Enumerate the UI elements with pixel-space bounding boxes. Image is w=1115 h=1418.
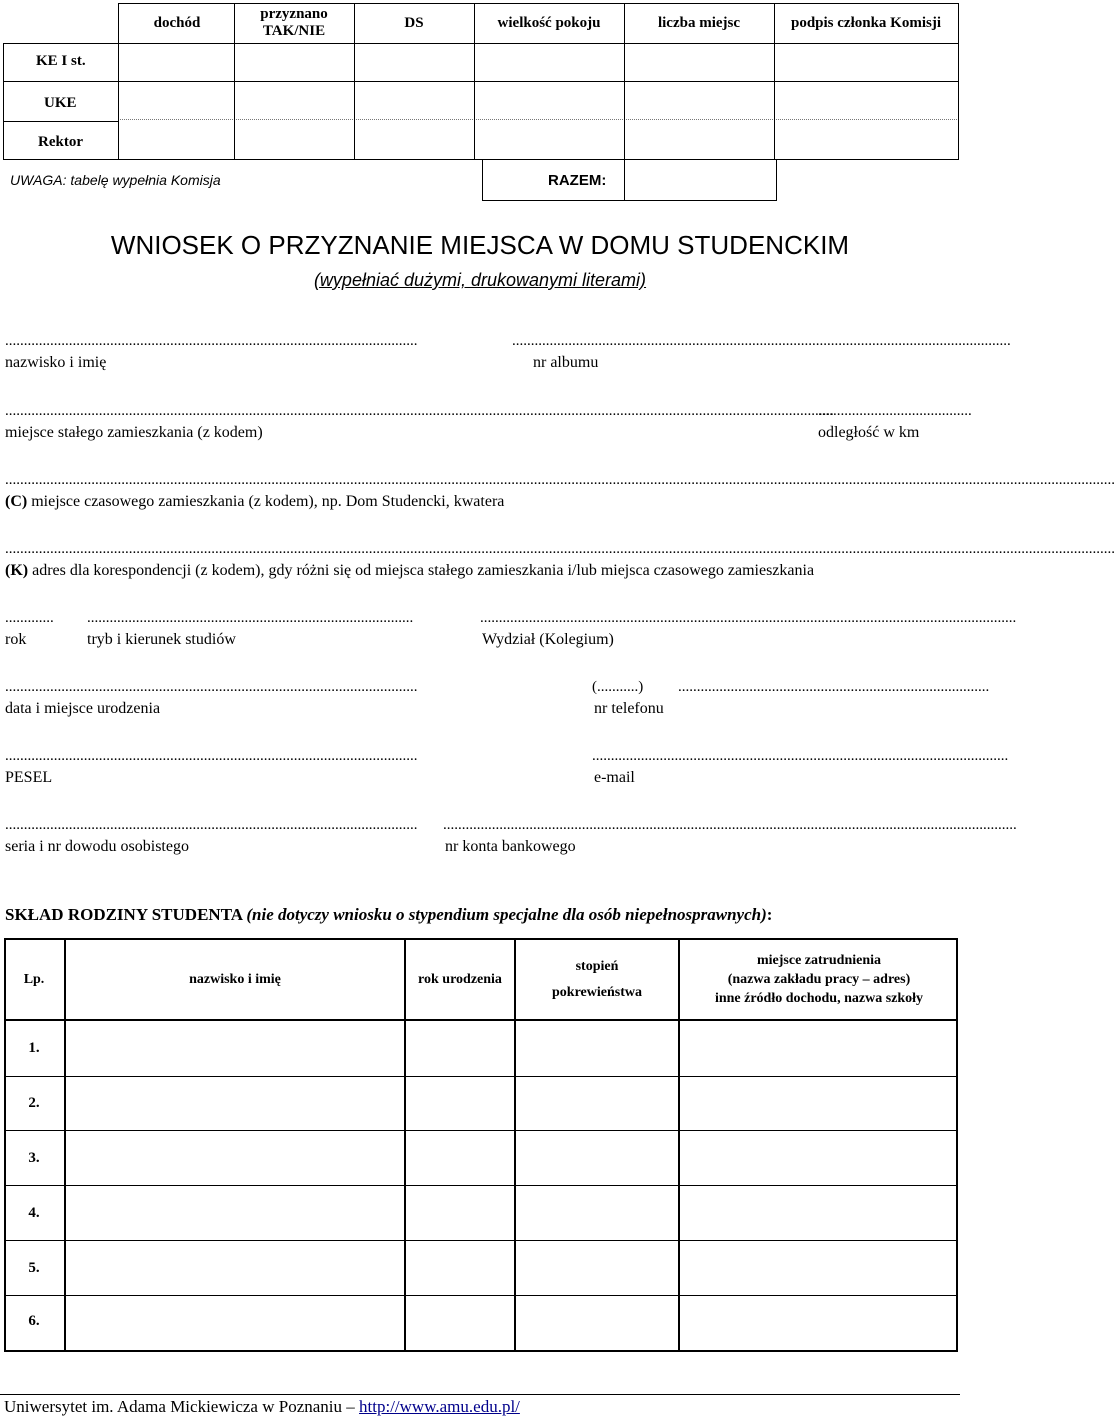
table-line [3, 121, 118, 122]
album-input-line[interactable]: ..................................................................................................................................... [512, 333, 1011, 349]
correspondence-input-line[interactable]: ........................................................................................................................................................................................................................................................................................................ [5, 541, 1115, 557]
family-row-number: 1. [28, 1040, 40, 1056]
phone-input-line[interactable]: ................................................................................... [678, 679, 990, 695]
header-room-size: wielkość pokoju [497, 14, 601, 31]
footer-university: Uniwersytet im. Adama Mickiewicza w Poznaniu – [4, 1397, 360, 1416]
table-dotted-line [118, 119, 959, 120]
temp-address-text: miejsce czasowego zamieszkania (z kodem), np. Dom Studencki, kwatera [27, 493, 505, 510]
email-input-line[interactable]: ............................................................................................................... [592, 748, 1009, 764]
family-col-relation-line1: stopień [575, 958, 619, 974]
family-table-line [4, 1130, 958, 1131]
permanent-address-input-line[interactable]: ............................................................................................................................................................................................................................. [5, 403, 834, 419]
family-heading [5, 905, 772, 925]
table-line [118, 3, 959, 4]
family-row-number: 5. [28, 1260, 40, 1276]
footer [4, 1397, 520, 1417]
temp-address-label [5, 493, 504, 511]
footer-rule [0, 1394, 960, 1395]
family-table-line [4, 1019, 958, 1021]
phone-area-code[interactable]: (...........) [592, 679, 644, 695]
name-input-line[interactable]: .............................................................................................................. [5, 333, 418, 349]
header-ds: DS [404, 14, 424, 31]
table-line [3, 159, 959, 160]
study-mode-input-line[interactable]: ....................................................................................... [87, 610, 414, 626]
family-col-name: nazwisko i imię [189, 972, 281, 987]
temp-address-prefix: (C) [5, 493, 28, 510]
correspondence-label [5, 562, 814, 580]
table-line [958, 3, 959, 159]
family-col-relation-line2: pokrewieństwa [552, 984, 642, 1000]
table-line [118, 3, 119, 159]
family-col-lp: Lp. [23, 972, 45, 987]
phone-label: nr telefonu [594, 700, 664, 717]
table-line [354, 3, 355, 159]
family-table-line [4, 1240, 958, 1241]
family-table-line [4, 1185, 958, 1186]
header-income: dochód [153, 14, 201, 31]
id-card-input-line[interactable]: .............................................................................................................. [5, 817, 418, 833]
table-line [474, 3, 475, 159]
faculty-input-line[interactable]: ............................................................................................................................................... [480, 610, 1017, 626]
row-label-ke: KE I st. [36, 53, 86, 69]
total-label: RAZEM: [548, 172, 607, 189]
pesel-label: PESEL [5, 769, 53, 786]
family-row-number: 3. [28, 1150, 40, 1166]
email-label: e-mail [594, 769, 635, 786]
family-col-workplace-line3: inne źródło dochodu, nazwa szkoły [714, 991, 924, 1006]
distance-label: odległość w km [818, 424, 920, 441]
permanent-address-label: miejsce stałego zamieszkania (z kodem) [5, 424, 263, 441]
family-row-number: 2. [28, 1095, 40, 1111]
table-line [776, 159, 777, 201]
bank-account-input-line[interactable]: ......................................................................................................................................................... [443, 817, 1017, 833]
birth-label: data i miejsce urodzenia [5, 700, 161, 717]
study-mode-label: tryb i kierunek studiów [87, 631, 236, 648]
table-line [624, 3, 625, 159]
committee-note: UWAGA: tabelę wypełnia Komisja [10, 172, 221, 188]
pesel-input-line[interactable]: .............................................................................................................. [5, 748, 418, 764]
table-line [482, 159, 483, 201]
name-label: nazwisko i imię [5, 354, 107, 371]
family-table-line [4, 1295, 958, 1296]
table-line [774, 3, 775, 159]
row-label-uke: UKE [44, 95, 77, 111]
table-line [624, 159, 625, 201]
header-signature: podpis członka Komisji [790, 14, 942, 31]
form-subtitle: (wypełniać dużymi, drukowanymi literami) [313, 270, 647, 290]
bank-account-label: nr konta bankowego [445, 838, 576, 855]
birth-input-line[interactable]: .............................................................................................................. [5, 679, 418, 695]
family-row-number: 6. [28, 1313, 40, 1329]
id-card-label: seria i nr dowodu osobistego [5, 838, 189, 855]
distance-input-line[interactable]: ......................................... [818, 403, 972, 419]
table-line [3, 81, 959, 82]
table-line [234, 3, 235, 159]
family-col-birth-year: rok urodzenia [418, 972, 502, 987]
year-label: rok [5, 631, 27, 648]
table-line [3, 43, 959, 44]
temp-address-input-line[interactable]: ........................................................................................................................................................................................................................................................................................................ [5, 472, 1115, 488]
header-granted: przyznano TAK/NIE [260, 6, 328, 39]
family-heading-title: SKŁAD RODZINY STUDENTA [5, 905, 243, 924]
correspondence-text: adres dla korespondencji (z kodem), gdy różni się od miejsca stałego zamieszkania i/lub miejsca czasowego zamieszkania [28, 562, 815, 579]
family-col-relation [516, 940, 678, 1019]
family-table-line [4, 1076, 958, 1077]
family-heading-note: (nie dotyczy wniosku o stypendium specjalne dla osób niepełnosprawnych) [246, 905, 767, 924]
form-title: WNIOSEK O PRZYZNANIE MIEJSCA W DOMU STUDENCKIM [110, 230, 850, 260]
year-input-line[interactable]: ............. [5, 610, 54, 626]
table-line [482, 200, 777, 201]
family-heading-colon: : [766, 905, 773, 924]
family-col-workplace-line2: (nazwa zakładu pracy – adres) [727, 972, 911, 987]
row-label-rektor: Rektor [38, 134, 83, 150]
faculty-label: Wydział (Kolegium) [482, 631, 614, 648]
family-col-workplace [680, 940, 958, 1019]
family-col-workplace-line1: miejsce zatrudnienia [756, 953, 882, 968]
album-label: nr albumu [533, 354, 599, 371]
footer-link[interactable]: http://www.amu.edu.pl/ [359, 1397, 520, 1416]
correspondence-prefix: (K) [5, 562, 29, 579]
table-line [3, 43, 4, 159]
family-row-number: 4. [28, 1205, 40, 1221]
header-places: liczba miejsc [657, 14, 741, 31]
